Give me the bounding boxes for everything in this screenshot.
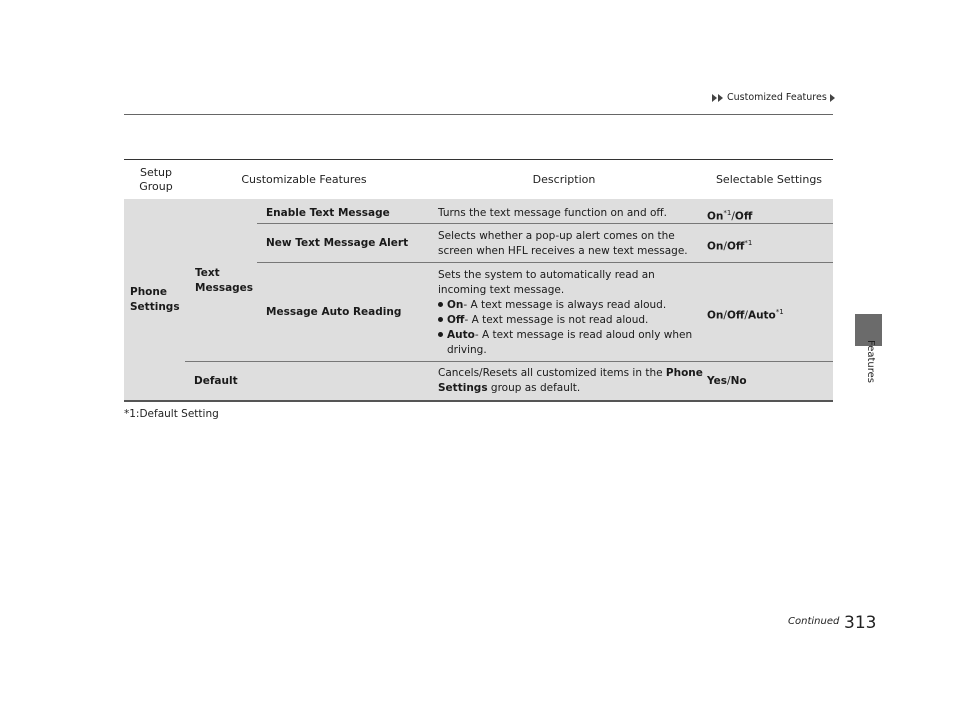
list-item: Auto- A text message is read aloud only when driving. <box>438 328 702 358</box>
footnote: *1:Default Setting <box>124 408 219 420</box>
feature-description: Selects whether a pop-up alert comes on the screen when HFL receives a new text message. <box>438 230 688 257</box>
header-setup-group: Setup Group <box>139 166 173 193</box>
bullet-icon <box>438 317 443 322</box>
feature-name: New Text Message Alert <box>266 237 409 249</box>
header-description: Description <box>532 173 596 186</box>
arrow-right-icon <box>830 94 835 102</box>
row-divider <box>185 361 833 362</box>
breadcrumb <box>712 92 836 103</box>
feature-name: Message Auto Reading <box>266 306 402 318</box>
section-tab-label: Features <box>865 340 876 383</box>
list-item: On- A text message is always read aloud. <box>438 298 702 313</box>
bullet-icon <box>438 302 443 307</box>
feature-name: Default <box>194 375 238 387</box>
feature-description: Cancels/Resets all customized items in the Phone Settings group as default. <box>438 367 703 394</box>
arrow-right-icon <box>712 94 717 102</box>
selectable-settings: On$^{*1}$/Off <box>707 209 753 223</box>
bullet-icon <box>438 332 443 337</box>
selectable-settings: Yes/No <box>707 375 747 387</box>
breadcrumb-label: Customized Features <box>727 92 827 103</box>
feature-name: Enable Text Message <box>266 207 390 219</box>
table-top-rule <box>124 159 833 160</box>
selectable-settings: On/Off/Auto$^{*1}$ <box>707 308 784 322</box>
selectable-settings: On/Off$^{*1}$ <box>707 239 753 253</box>
continued-label: Continued <box>788 616 840 627</box>
list-item: Off- A text message is not read aloud. <box>438 313 702 328</box>
header-customizable-features: Customizable Features <box>241 173 367 186</box>
header-divider <box>124 114 833 115</box>
settings-table <box>124 159 833 402</box>
description-intro: Sets the system to automatically read an incoming text message. <box>438 269 655 296</box>
subgroup-label: Text Messages <box>195 267 254 294</box>
row-divider <box>257 262 833 263</box>
feature-description: Turns the text message function on and off. <box>438 207 667 219</box>
group-label: Phone Settings <box>130 286 180 313</box>
table-bottom-rule <box>124 400 833 402</box>
feature-description <box>438 268 702 358</box>
page-number: 313 <box>844 613 877 633</box>
header-selectable-settings: Selectable Settings <box>715 173 823 186</box>
arrow-right-icon <box>718 94 723 102</box>
